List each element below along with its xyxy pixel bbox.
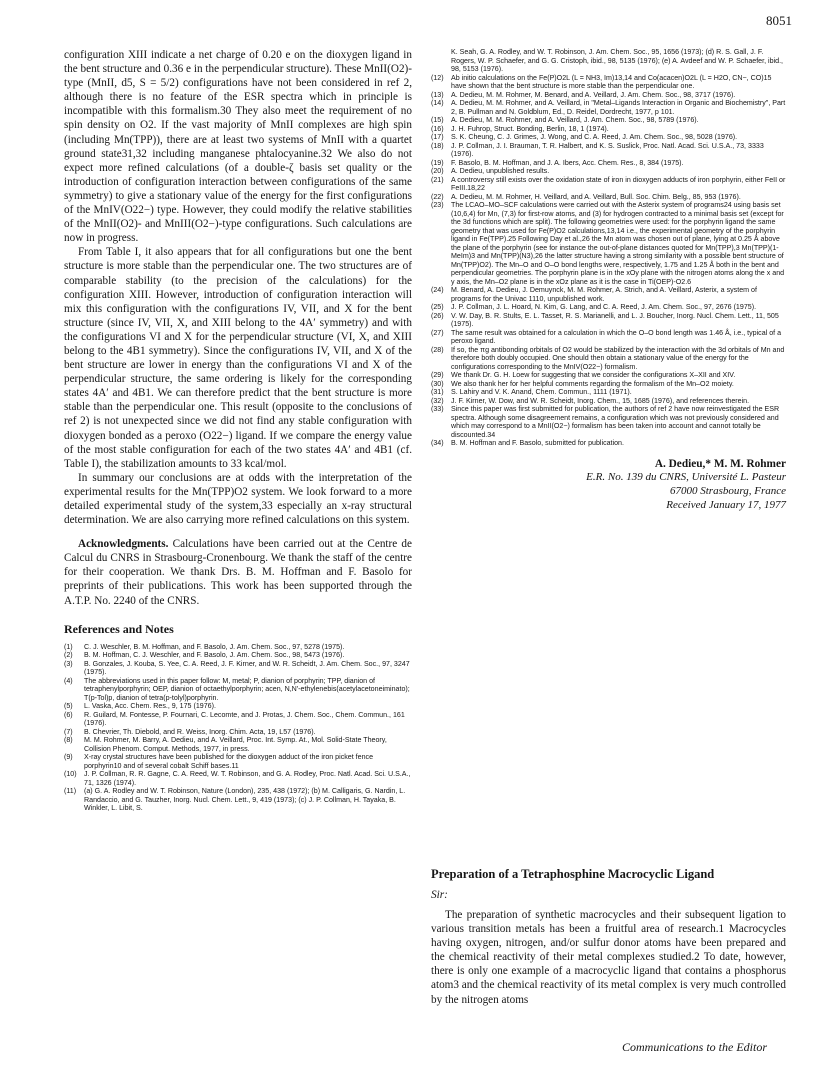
reference-text: V. W. Day, B. R. Stults, E. L. Tasset, R. S. Marianelli, and L. J. Boucher, Inorg. Nucl. Chem. Lett., 11, 505 (1975). bbox=[451, 311, 779, 328]
reference-item bbox=[431, 312, 786, 329]
reference-item bbox=[431, 439, 786, 448]
reference-number: (3) bbox=[64, 659, 73, 668]
reference-text: Ab initio calculations on the Fe(P)O2L (L = NH3, Im)13,14 and Co(acacen)O2L (L = H2O, CN−, CO)15 have shown that the bent structure is more stable than the perpendicular one. bbox=[451, 73, 772, 90]
reference-number: (32) bbox=[431, 396, 444, 405]
reference-item bbox=[431, 176, 786, 193]
reference-text: The same result was obtained for a calculation in which the O–O bond length was 1.46 Å, i.e., typical of a peroxo ligand. bbox=[451, 328, 782, 345]
left-column bbox=[64, 48, 412, 813]
reference-text: B. Gonzales, J. Kouba, S. Yee, C. A. Reed, J. F. Kirner, and W. R. Scheidt, J. Am. Chem. Soc., 97, 3247 (1975). bbox=[84, 659, 410, 677]
reference-item bbox=[64, 702, 412, 711]
reference-continuation bbox=[431, 48, 786, 74]
reference-number: (15) bbox=[431, 116, 444, 124]
reference-number: (29) bbox=[431, 371, 444, 379]
reference-item bbox=[64, 643, 412, 652]
reference-number: (20) bbox=[431, 167, 444, 175]
reference-item bbox=[431, 346, 786, 372]
references-heading: References and Notes bbox=[64, 621, 174, 636]
reference-text: J. P. Collman, J. I. Brauman, T. R. Halbert, and K. S. Suslick, Proc. Natl. Acad. Sci. U.S.A., 73, 3333 (1976). bbox=[451, 141, 764, 158]
right-column bbox=[431, 48, 786, 512]
reference-list bbox=[431, 74, 786, 448]
authors: A. Dedieu,* M. M. Rohmer bbox=[654, 457, 786, 470]
reference-number: (8) bbox=[64, 736, 73, 745]
reference-item bbox=[431, 397, 786, 406]
affiliation-line: E.R. No. 139 du CNRS, Université L. Pasteur bbox=[586, 470, 786, 483]
reference-number: (17) bbox=[431, 133, 444, 141]
reference-number: (19) bbox=[431, 158, 444, 167]
reference-text: We thank Dr. G. H. Loew for suggesting that we consider the configurations X–XII and XIV. bbox=[451, 371, 736, 379]
paragraph: From Table I, it also appears that for all configurations but one the bent structure is more stable than the perpendicular one. The two structures are of comparable stability (to the precision of the calculations) for the configuration XIII. However, introduction of configuration interaction will mix this configuration with the configurations IV, VII, and X for the bent structure (since IV, VII, X, and XIII belong to the 4A′ symmetry) and with the configurations VI and X for the perpendicular structure (VI, X, and XIII belong to the 4B1 symmetry). Since the configurations IV, VII, and X of the bent structure are lower in energy than the configurations VI and X of the perpendicular structure, the same ordering is likely for the corresponding states 4A′ and 4B1. We can therefore predict that the bent structure is more stable than the perpendicular one. This result (opposite to the conclusions of ref 2) is not unexpected since we did not find any stable configuration with dioxygen bonded as a peroxo (O22−) ligand. If we compare the energy value of the most stable configuration for each of the two states 4A′ and 4B1 (cf. Table I), the stabilization amounts to 33 kcal/mol. bbox=[64, 246, 412, 470]
acknowledgments-paragraph bbox=[64, 537, 412, 607]
reference-item bbox=[431, 142, 786, 159]
reference-item bbox=[431, 201, 786, 286]
reference-number: (25) bbox=[431, 303, 444, 311]
reference-number: (1) bbox=[64, 642, 73, 651]
reference-number: (22) bbox=[431, 192, 444, 201]
reference-number: (13) bbox=[431, 90, 444, 99]
reference-item bbox=[431, 380, 786, 389]
reference-item bbox=[64, 677, 412, 703]
reference-number: (7) bbox=[64, 727, 73, 736]
paragraph: configuration XIII indicate a net charge of 0.20 e on the dioxygen ligand in the bent structure and 0.36 e in the perpendicular structure). These MnII(O2)-type (MnII, d5, S = 5/2) configurations have not been considered in ref 2, although there is no feature of the ESR spectra which in principle is incompatible with this formalism.30 They also meet the requirement of no spin density on O2. If the vast majority of MnII complexes are high spin (including Mn(TPP)), there are at least two systems of MnII with a quartet ground state31,32 including manganese phtalocyanine.32 We also do not expect more refined calculations (of a double-ζ basis set quality or the introduction of configuration interaction between configurations of the same symmetry) to give a stationary value of the energy for the first configurations of the MnIV(O22−) type. However, they could modify the relative stabilities of the MnII(O2)- and MnIII(O2−)-type configurations. Such calculations are now in progress. bbox=[64, 49, 412, 245]
reference-text: B. M. Hoffman, C. J. Weschler, and F. Basolo, J. Am. Chem. Soc., 98, 5473 (1976). bbox=[84, 651, 345, 660]
reference-item bbox=[431, 159, 786, 168]
reference-text: A. Dedieu, M. M. Rohmer, and A. Veillard, J. Am. Chem. Soc., 98, 5789 (1976). bbox=[451, 116, 699, 124]
reference-number: (12) bbox=[431, 73, 444, 82]
reference-number: (14) bbox=[431, 99, 444, 107]
reference-item bbox=[431, 74, 786, 91]
reference-item bbox=[431, 193, 786, 202]
received-date: Received January 17, 1977 bbox=[666, 498, 786, 511]
reference-number: (9) bbox=[64, 753, 73, 762]
reference-text: B. Chevrier, Th. Diebold, and R. Weiss, Inorg. Chim. Acta, 19, L57 (1976). bbox=[84, 727, 316, 736]
reference-text: S. K. Cheung, C. J. Grimes, J. Wong, and C. A. Reed, J. Am. Chem. Soc., 98, 5028 (1976). bbox=[451, 133, 738, 141]
reference-text: L. Vaska, Acc. Chem. Res., 9, 175 (1976). bbox=[84, 702, 216, 711]
reference-text: J. F. Kirner, W. Dow, and W. R. Scheidt, Inorg. Chem., 15, 1685 (1976), and references therein. bbox=[451, 396, 750, 405]
reference-item bbox=[64, 728, 412, 737]
page-footer: Communications to the Editor bbox=[622, 1040, 767, 1054]
reference-number: (2) bbox=[64, 651, 73, 660]
article-title: Preparation of a Tetraphosphine Macrocyclic Ligand bbox=[431, 867, 715, 881]
reference-text: A. Dedieu, unpublished results. bbox=[451, 167, 550, 175]
reference-item bbox=[64, 753, 412, 770]
reference-text: If so, the πg antibonding orbitals of O2 would be stabilized by the interaction with the 3d orbitals of Mn and therefore both doubly occupied. One should then obtain a stationary value of the energy for the configurations corresponding to the MnIV(O22−) formalism. bbox=[451, 345, 785, 371]
reference-number: (28) bbox=[431, 345, 444, 354]
article-body: The preparation of synthetic macrocycles and their subsequent ligation to various transition metals has been a fruitful area of research.1 Macrocycles having oxygen, nitrogen, and/or sulfur donor atoms have been prepared and the chemical reactivity of their metal complexes studied.2 To date, however, there is only one example of a macrocyclic ligand that contains a phosphorus atom3 and the chemical reactivity of its metal complex is very much controlled by the nitrogen atoms bbox=[431, 909, 786, 1006]
reference-text: A. Dedieu, M. M. Rohmer, H. Veillard, and A. Veillard, Bull. Soc. Chim. Belg., 85, 953 (1976). bbox=[451, 192, 741, 201]
reference-text: We also thank her for her helpful comments regarding the formalism of the Mn–O2 moiety. bbox=[451, 379, 734, 388]
reference-item bbox=[64, 736, 412, 753]
acknowledgments-text: Calculations have been carried out at the Centre de Calcul du CNRS in Strasbourg-Cronenbourg. We thank the staff of the centre for their cooperation. We thank Drs. B. M. Hoffman and F. Basolo for preprints of their publications. This work has been supported through the A.T.P. No. 2240 of the CNRS. bbox=[64, 538, 412, 607]
reference-text: J. H. Fuhrop, Struct. Bonding, Berlin, 18, 1 (1974). bbox=[451, 124, 609, 133]
reference-item bbox=[431, 133, 786, 142]
reference-item bbox=[431, 99, 786, 116]
reference-item bbox=[431, 167, 786, 176]
reference-number: (5) bbox=[64, 702, 73, 711]
acknowledgments-label: Acknowledgments. bbox=[78, 538, 169, 551]
reference-number: (30) bbox=[431, 379, 444, 388]
reference-item bbox=[431, 405, 786, 439]
reference-number: (33) bbox=[431, 405, 444, 413]
salutation: Sir: bbox=[431, 889, 448, 901]
reference-item bbox=[431, 116, 786, 125]
reference-number: (6) bbox=[64, 710, 73, 719]
reference-number: (21) bbox=[431, 175, 444, 184]
reference-text: The abbreviations used in this paper follow: M, metal; P, dianion of porphyrin; TPP, dianion of tetraphenylporphyrin; OEP, dianion of octaethylporphyrin; acen, N,N′-ethylenebis(acetylacetoneiminato); T(p-Tol)p, dianion of tetra(p-tolyl)porphyrin. bbox=[84, 676, 410, 702]
reference-text: B. M. Hoffman and F. Basolo, submitted for publication. bbox=[451, 439, 624, 447]
reference-text: A controversy still exists over the oxidation state of iron in dioxygen adducts of iron porphyrin, either FeII or FeIII.18,22 bbox=[451, 175, 786, 192]
paragraph: In summary our conclusions are at odds with the interpretation of the experimental results for the Mn(TPP)O2 system. We look forward to a more detailed experimental study of the system,33 especially an x-ray structural determination. We are also carrying more refined calculations on this system. bbox=[64, 471, 412, 527]
reference-number: (31) bbox=[431, 388, 444, 396]
reference-text: A. Dedieu, M. M. Rohmer, M. Benard, and A. Veillard, J. Am. Chem. Soc., 98, 3717 (1976). bbox=[451, 90, 736, 99]
reference-item bbox=[431, 125, 786, 134]
reference-text: J. P. Collman, R. R. Gagne, C. A. Reed, W. T. Robinson, and G. A. Rodley, Proc. Natl. Acad. Sci. U.S.A., 71, 1326 (1974). bbox=[84, 770, 411, 787]
reference-item bbox=[64, 787, 412, 813]
reference-item bbox=[431, 303, 786, 312]
reference-number: (34) bbox=[431, 439, 444, 447]
reference-number: (11) bbox=[64, 787, 77, 796]
reference-list bbox=[64, 643, 412, 813]
reference-text: M. Benard, A. Dedieu, J. Demuynck, M. M. Rohmer, A. Strich, and A. Veillard, Asterix, a system of programs for the Univac 1110, unpublished work. bbox=[451, 286, 757, 303]
reference-text: The LCAO–MO–SCF calculations were carried out with the Asterix system of programs24 using basis set (10,6,4) for Mn, (7,3) for first-row atoms, and (3) for hydrogen contracted to a minimal basis set (except for the 3d functions which are split). The following geometries were used: for the porphyrin ligand the same geometry that was used for Fe(P)O2 calculations,13,14 i.e., the experimental geometry of the porphyrin ligand in Fe(TPP).25 Following Day et al.,26 the Mn atom was chosen out of plane, lying at 0.25 Å above the plane of the porphyrin (see for instance the out-of-plane distances quoted for Mn(TPP),3 Mn(TPP)(1-MeIm)3 and Mn(TPP)(N3),26 the latter structure having a strong similarity with a possible bent structure of Mn(TPP)O2). The Mn–O and O–O bond lengths were, respectively, 1.75 and 1.25 Å both in the bent and perpendicular geometries. The porphyrin plane is in the xOy plane with the nitrogen atoms along the x and y axis, the Mn–O2 plane is in the xOz plane as it is the case in Ti(OEP)-O2.6 bbox=[451, 201, 785, 286]
reference-text: C. J. Weschler, B. M. Hoffman, and F. Basolo, J. Am. Chem. Soc., 97, 5278 (1975). bbox=[84, 642, 345, 651]
reference-number: (18) bbox=[431, 141, 444, 150]
reference-text: (a) G. A. Rodley and W. T. Robinson, Nature (London), 235, 438 (1972); (b) M. Calligaris, G. Nardin, L. Randaccio, and G. Tauzher, Inorg. Nucl. Chem. Lett., 9, 419 (1973); (c) J. P. Collman, H. Tayaka, B. Winkler, L. Libit, S. bbox=[84, 787, 406, 813]
reference-item bbox=[64, 770, 412, 787]
reference-text: M. M. Rohmer, M. Barry, A. Dedieu, and A. Veillard, Proc. Int. Symp. At., Mol. Solid-State Theory, Collision Phenom. Comput. Methods, 1977, in press. bbox=[84, 736, 387, 753]
reference-number: (24) bbox=[431, 286, 444, 294]
reference-item bbox=[64, 651, 412, 660]
affiliation-line: 67000 Strasbourg, France bbox=[669, 484, 786, 497]
reference-item bbox=[64, 711, 412, 728]
reference-number: (26) bbox=[431, 311, 444, 320]
reference-number: (23) bbox=[431, 201, 444, 209]
reference-item bbox=[431, 371, 786, 380]
reference-text: X-ray crystal structures have been published for the dioxygen adduct of the iron picket fence porphyrin10 and of several cobalt Schiff bases.11 bbox=[84, 753, 374, 770]
reference-text: F. Basolo, B. M. Hoffman, and J. A. Ibers, Acc. Chem. Res., 8, 384 (1975). bbox=[451, 158, 684, 167]
reference-number: (16) bbox=[431, 124, 444, 133]
reference-text: K. Seah, G. A. Rodley, and W. T. Robinson, J. Am. Chem. Soc., 95, 1656 (1973); (d) R. S. Gall, J. F. Rogers, W. P. Schaefer, and G. G. Cristoph, ibid., 98, 5135 (1976); (e) A. Avdeef and W. P. Schaefer, ibid., 98, 5153 (1976). bbox=[451, 48, 784, 73]
reference-text: S. Lahiry and V. K. Anand, Chem. Commun., 1111 (1971). bbox=[451, 388, 632, 396]
reference-item bbox=[431, 286, 786, 303]
reference-number: (27) bbox=[431, 328, 444, 337]
reference-text: Since this paper was first submitted for publication, the authors of ref 2 have now reinvestigated the ESR spectra. Although some disagreement remains, a configuration which was not previously considered and which may correspond to a MnII(O2−) formalism has been taken into account and cannot totally be discounted.34 bbox=[451, 405, 780, 439]
reference-text: J. P. Collman, J. L. Hoard, N. Kim, G. Lang, and C. A. Reed, J. Am. Chem. Soc., 97, 2676 (1975). bbox=[451, 303, 757, 311]
reference-item bbox=[64, 660, 412, 677]
reference-number: (4) bbox=[64, 676, 73, 685]
reference-number: (10) bbox=[64, 770, 77, 779]
reference-item bbox=[431, 388, 786, 397]
reference-item bbox=[431, 91, 786, 100]
reference-item bbox=[431, 329, 786, 346]
reference-text: R. Guilard, M. Fontesse, P. Fournari, C. Lecomte, and J. Protas, J. Chem. Soc., Chem. Commun., 161 (1976). bbox=[84, 710, 405, 728]
page-number: 8051 bbox=[766, 13, 792, 28]
reference-text: A. Dedieu, M. M. Rohmer, and A. Veillard, in "Metal–Ligands Interaction in Organic and Biochemistry", Part 2, B. Pullman and N. Goldblum, Ed., D. Reidel, Dordrecht, 1977, p 101. bbox=[451, 99, 786, 116]
